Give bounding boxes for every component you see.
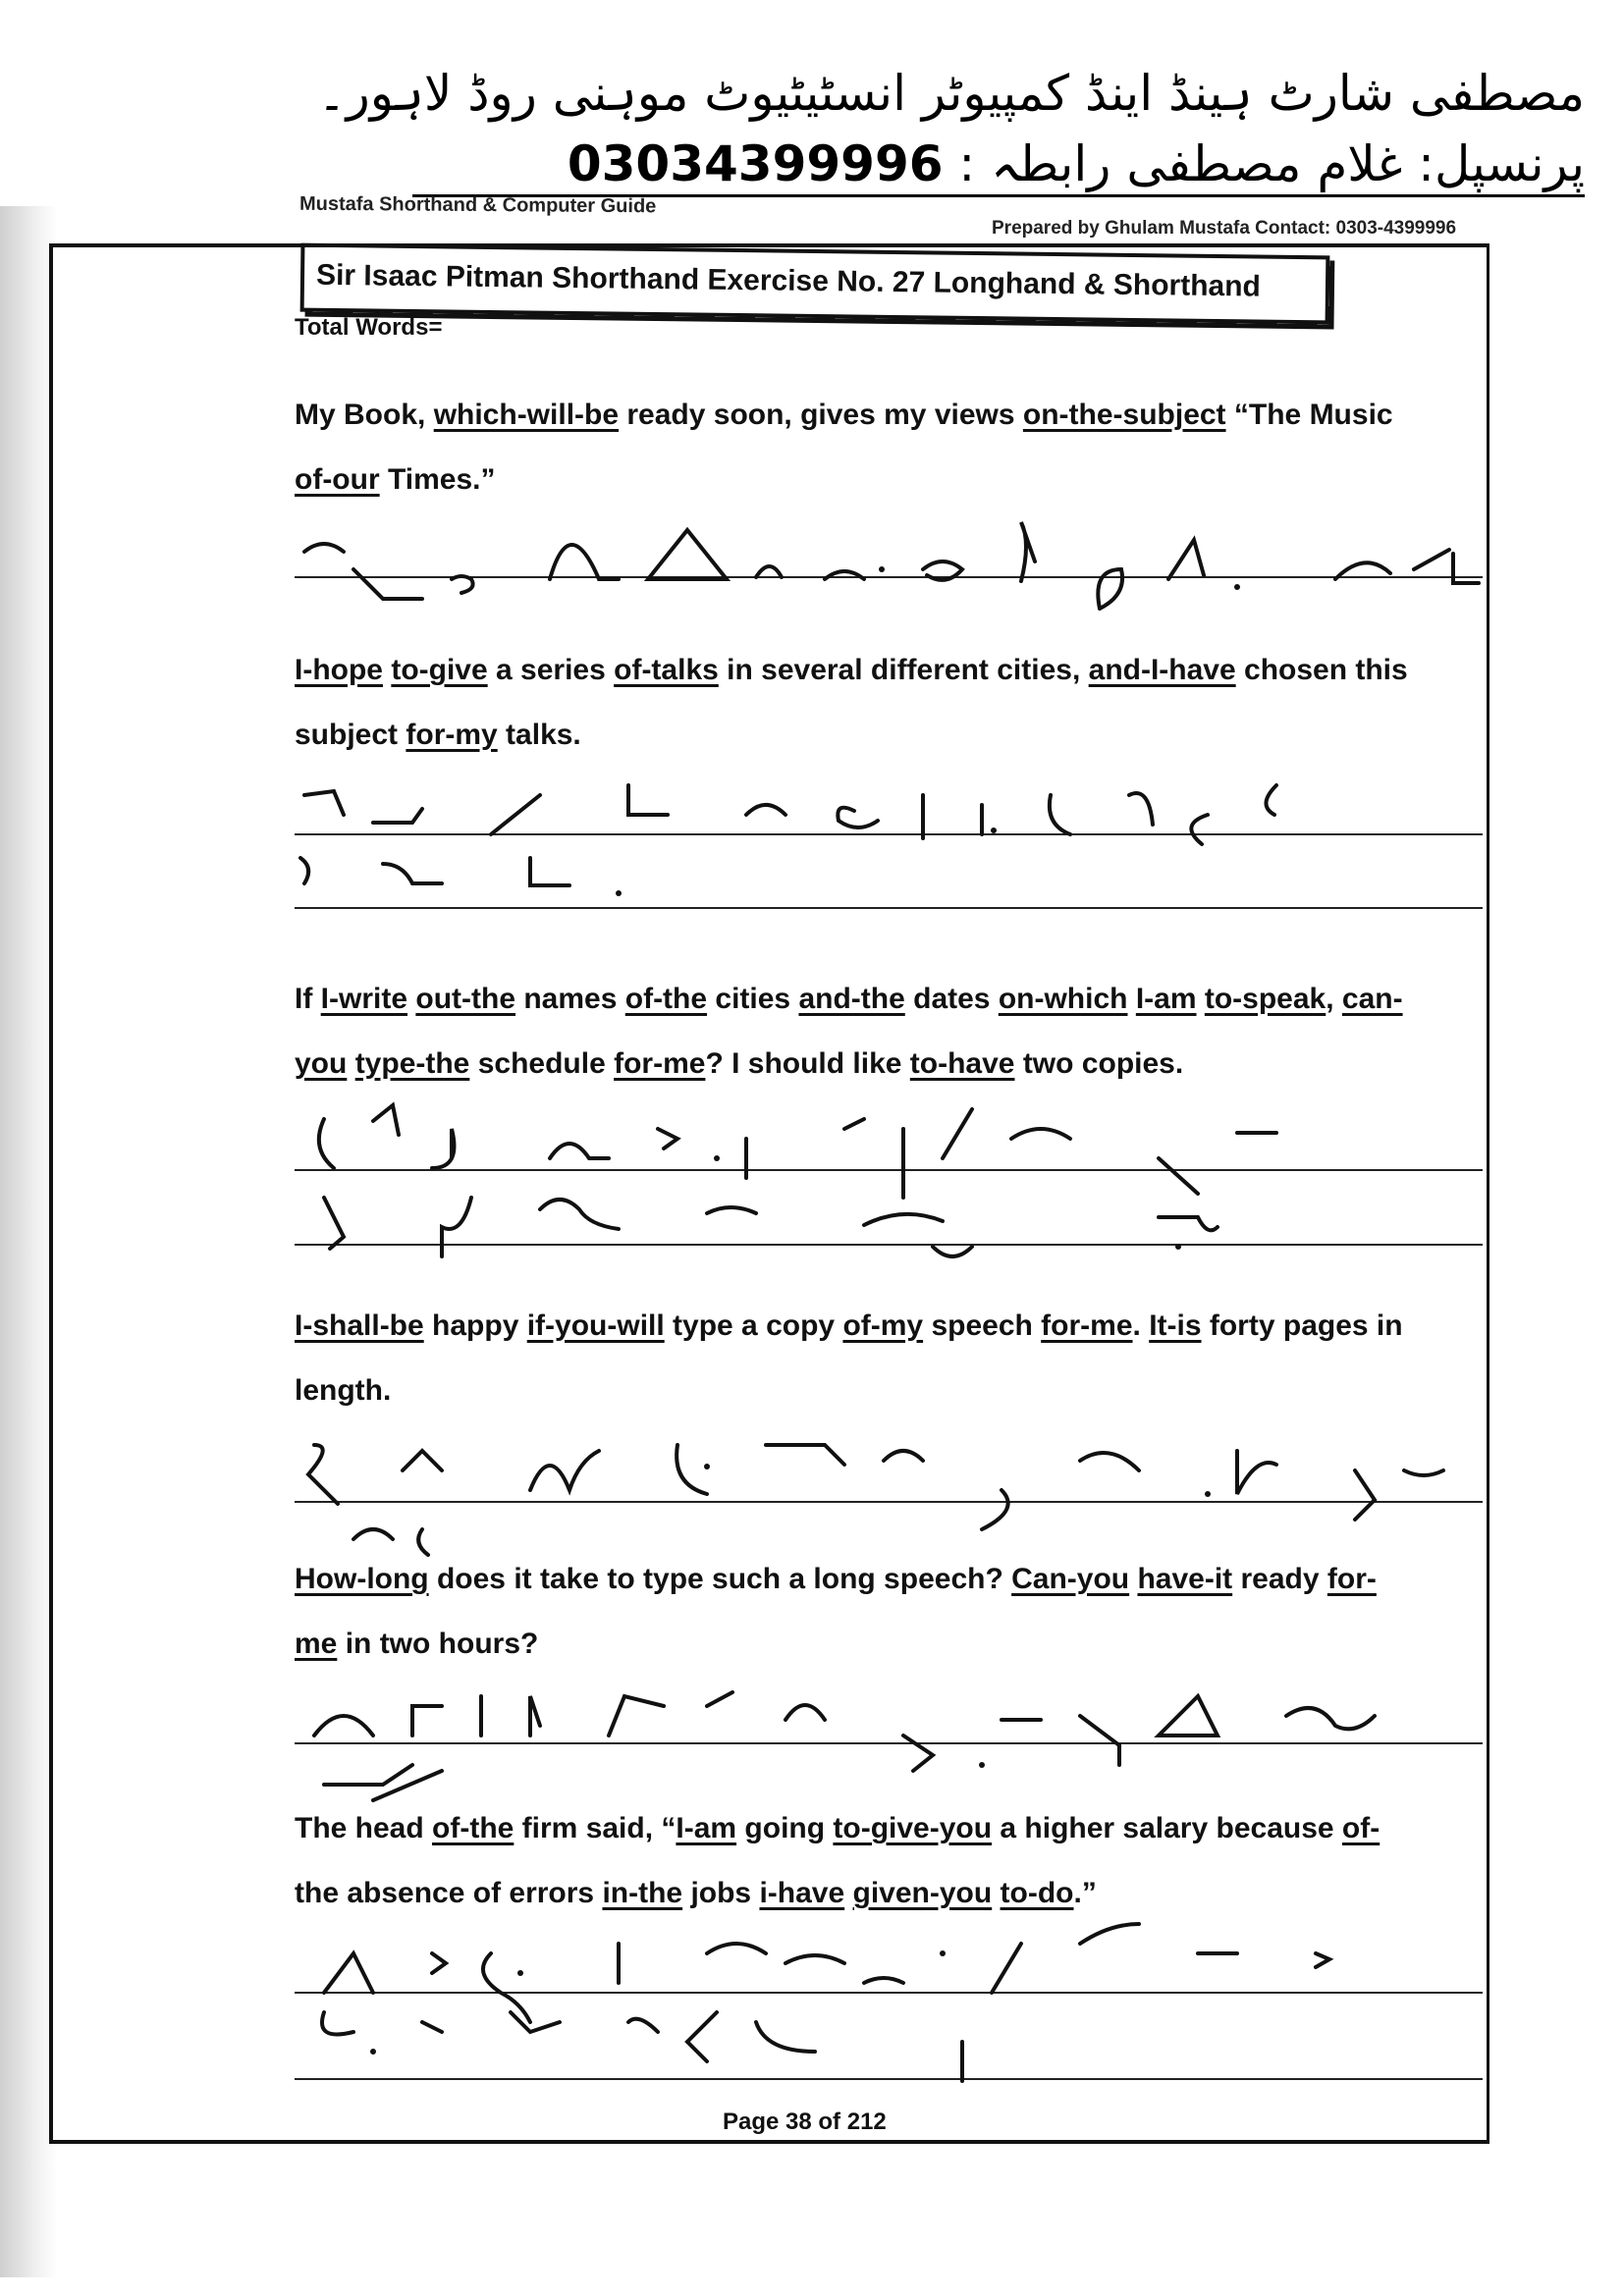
shorthand-phrase: for-me — [1041, 1309, 1133, 1342]
exercise-title-box — [300, 243, 1330, 325]
shorthand-strokes-3 — [295, 1099, 1483, 1276]
paragraph-line — [295, 1294, 1483, 1359]
shorthand-strokes-5 — [295, 1677, 1483, 1814]
text-segment: .” — [1073, 1877, 1097, 1909]
shorthand-strokes-1 — [295, 510, 1483, 618]
text-segment: length. — [295, 1374, 392, 1407]
shorthand-phrase: have-it — [1137, 1563, 1233, 1595]
shorthand-strokes-2 — [295, 775, 1483, 923]
shorthand-phrase: out-the — [415, 983, 516, 1015]
paragraph-5 — [295, 1547, 1483, 1677]
text-segment — [992, 1877, 1000, 1909]
shorthand-phrase: of-the — [432, 1812, 514, 1844]
shorthand-phrase: of-our — [295, 463, 380, 496]
text-segment — [844, 1877, 852, 1909]
shorthand-phrase: to-speak — [1204, 983, 1326, 1015]
shorthand-phrase: I-am — [1135, 983, 1197, 1015]
text-segment: . — [1132, 1309, 1150, 1342]
paragraph-1 — [295, 383, 1483, 512]
shorthand-phrase: given-you — [852, 1877, 993, 1909]
text-segment: speech — [923, 1309, 1042, 1342]
shorthand-phrase: i-have — [759, 1877, 845, 1909]
shorthand-phrase: and-the — [798, 983, 905, 1015]
shorthand-phrase: to-do — [1000, 1877, 1074, 1909]
contact-number: 03034399996 — [567, 135, 944, 192]
shorthand-phrase: to-have — [909, 1047, 1015, 1080]
shorthand-phrase: you — [295, 1047, 348, 1080]
paragraph-line — [295, 448, 1483, 512]
shorthand-phrase: I-am — [676, 1812, 737, 1844]
shorthand-phrase: for-me — [614, 1047, 706, 1080]
shorthand-phrase: of-the — [624, 983, 708, 1015]
text-segment: two copies. — [1014, 1047, 1184, 1080]
shorthand-phrase: type-the — [354, 1047, 470, 1080]
text-segment: a series — [487, 654, 615, 686]
shorthand-phrase: and-I-have — [1088, 654, 1236, 686]
shorthand-phrase: It-is — [1149, 1309, 1202, 1342]
shorthand-phrase: of- — [1341, 1812, 1380, 1844]
text-segment: talks. — [497, 719, 581, 751]
text-segment: schedule — [469, 1047, 615, 1080]
paragraph-line — [295, 1032, 1483, 1096]
text-segment: a higher salary because — [992, 1812, 1342, 1844]
shorthand-strokes-6 — [295, 1914, 1483, 2101]
text-segment: ready soon, gives my views — [619, 399, 1023, 431]
shorthand-phrase: for-my — [406, 719, 498, 751]
paragraph-line — [295, 1547, 1483, 1612]
shorthand-phrase: me — [295, 1628, 338, 1660]
text-segment: ? I should like — [705, 1047, 910, 1080]
shorthand-phrase: for- — [1326, 1563, 1377, 1595]
shorthand-phrase: which-will-be — [433, 399, 620, 431]
paragraph-line — [295, 1359, 1483, 1423]
paragraph-line — [295, 383, 1483, 448]
paragraph-2 — [295, 638, 1483, 768]
text-segment: chosen this — [1235, 654, 1408, 686]
principal-label: پرنسپل: غلام مصطفی رابطہ : — [943, 135, 1585, 192]
shorthand-phrase: in-the — [602, 1877, 683, 1909]
text-segment: names — [515, 983, 625, 1015]
text-segment: cities — [707, 983, 799, 1015]
paragraph-6 — [295, 1796, 1483, 1926]
text-segment: My Book, — [295, 399, 434, 431]
text-segment — [347, 1047, 354, 1080]
shorthand-phrase: on-the-subject — [1022, 399, 1226, 431]
shorthand-phrase: Can-you — [1011, 1563, 1130, 1595]
shorthand-phrase: to-give-you — [833, 1812, 993, 1844]
paragraph-line — [295, 638, 1483, 703]
text-segment: type a copy — [664, 1309, 843, 1342]
text-segment: does it take to type such a long speech? — [428, 1563, 1012, 1595]
paragraph-line — [295, 1612, 1483, 1677]
text-segment: firm said, “ — [514, 1812, 677, 1844]
shorthand-phrase: can- — [1341, 983, 1403, 1015]
paragraph-line — [295, 1796, 1483, 1861]
text-segment: subject — [295, 719, 406, 751]
text-segment: in two hours? — [337, 1628, 539, 1660]
text-segment: jobs — [682, 1877, 760, 1909]
principal-contact-line — [412, 135, 1585, 197]
text-segment: Times.” — [379, 463, 496, 496]
shorthand-phrase: I-shall-be — [295, 1309, 424, 1342]
page-number: Page 38 of 212 — [723, 2109, 887, 2135]
text-segment: going — [736, 1812, 834, 1844]
text-segment: ready — [1232, 1563, 1327, 1595]
institute-banner: مصطفی شارٹ ہینڈ اینڈ کمپیوٹر انسٹیٹیوٹ موہنی روڈ لاہور۔ — [317, 65, 1585, 122]
shorthand-phrase: of-talks — [614, 654, 719, 686]
shorthand-phrase: of-my — [842, 1309, 924, 1342]
text-segment: forty pages in — [1201, 1309, 1403, 1342]
shorthand-phrase: to-give — [391, 654, 488, 686]
text-segment — [1127, 983, 1135, 1015]
exercise-title: Sir Isaac Pitman Shorthand Exercise No. 27 Longhand & Shorthand — [315, 258, 1262, 303]
text-segment: “The Music — [1225, 399, 1393, 431]
paragraph-line — [295, 967, 1483, 1032]
text-segment — [1197, 983, 1205, 1015]
shorthand-phrase: I-write — [320, 983, 408, 1015]
shorthand-phrase: on-which — [998, 983, 1128, 1015]
paragraph-3 — [295, 967, 1483, 1096]
text-segment: dates — [904, 983, 999, 1015]
text-segment: If — [295, 983, 321, 1015]
shorthand-phrase: How-long — [295, 1563, 429, 1595]
total-words-label: Total Words= — [295, 314, 443, 341]
paragraph-4 — [295, 1294, 1483, 1423]
text-segment: the absence of errors — [295, 1877, 603, 1909]
paragraph-line — [295, 703, 1483, 768]
text-segment: in several different cities, — [718, 654, 1089, 686]
text-segment: , — [1326, 983, 1342, 1015]
prepared-by-header: Prepared by Ghulam Mustafa Contact: 0303-4399996 — [992, 218, 1457, 239]
guide-header: Mustafa Shorthand & Computer Guide — [298, 192, 657, 218]
shorthand-phrase: if-you-will — [526, 1309, 665, 1342]
shorthand-phrase: I-hope — [295, 654, 383, 686]
text-segment: The head — [295, 1812, 433, 1844]
text-segment: happy — [423, 1309, 527, 1342]
